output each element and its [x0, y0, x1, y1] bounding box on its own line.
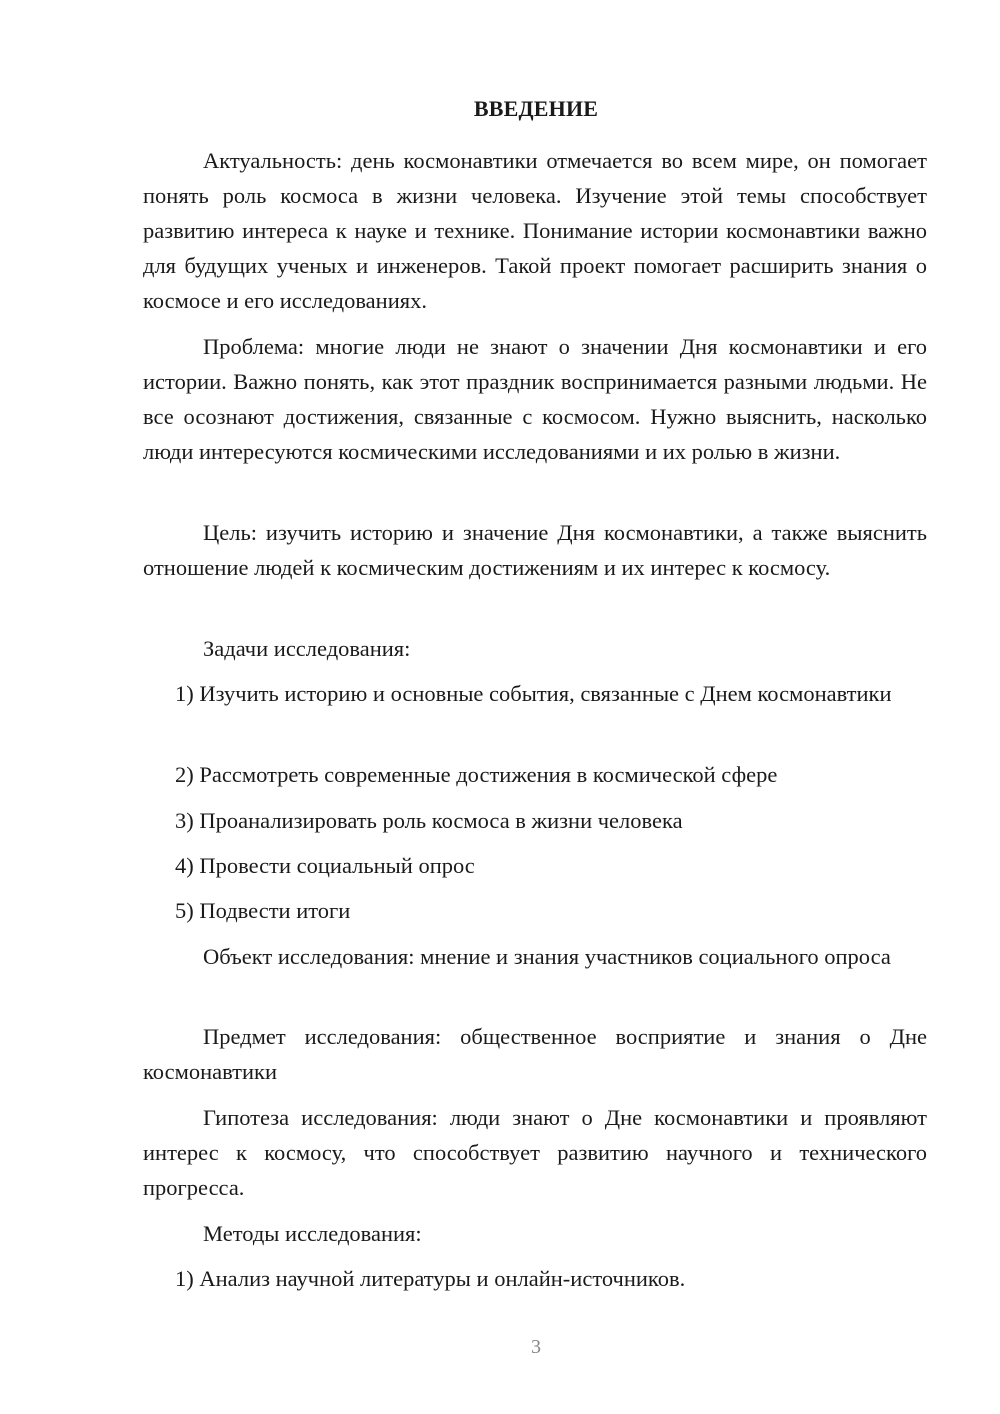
paragraph-subject: Предмет исследования: общественное восприятие и знания о Дне космонавтики	[143, 1024, 927, 1084]
task-item: 1) Изучить историю и основные события, связанные с Днем космонавтики	[175, 681, 892, 706]
paragraph-problem: Проблема: многие люди не знают о значении Дня космонавтики и его истории. Важно понять, как этот праздник воспринимается разными людьми. Не все осознают достижения, связанные с космосом. Нужно выяснить, насколько люди интересуются космическими исследованиями и их ролью в жизни.	[143, 334, 927, 464]
task-item: 3) Проанализировать роль космоса в жизни человека	[175, 808, 683, 833]
method-item: 1) Анализ научной литературы и онлайн-источников.	[175, 1266, 686, 1291]
paragraph-relevance: Актуальность: день космонавтики отмечается во всем мире, он помогает понять роль космоса в жизни человека. Изучение этой темы способствует развитию интереса к науке и технике. Понимание истории космонавтики важно для будущих ученых и инженеров. Такой проект помогает расширить знания о космосе и его исследованиях.	[143, 148, 927, 313]
task-item: 2) Рассмотреть современные достижения в космической сфере	[175, 762, 778, 787]
task-item: 5) Подвести итоги	[175, 898, 351, 923]
task-item: 4) Провести социальный опрос	[175, 853, 475, 878]
paragraph-goal: Цель: изучить историю и значение Дня космонавтики, а также выяснить отношение людей к космическим достижениям и их интерес к космосу.	[143, 520, 927, 580]
methods-heading: Методы исследования:	[203, 1221, 422, 1246]
page-title: ВВЕДЕНИЕ	[473, 96, 599, 121]
tasks-heading: Задачи исследования:	[203, 636, 411, 661]
page-number: 3	[531, 1336, 541, 1358]
paragraph-hypothesis: Гипотеза исследования: люди знают о Дне космонавтики и проявляют интерес к космосу, что способствует развитию научного и технического прогресса.	[143, 1105, 927, 1200]
paragraph-object: Объект исследования: мнение и знания участников социального опроса	[203, 944, 891, 969]
